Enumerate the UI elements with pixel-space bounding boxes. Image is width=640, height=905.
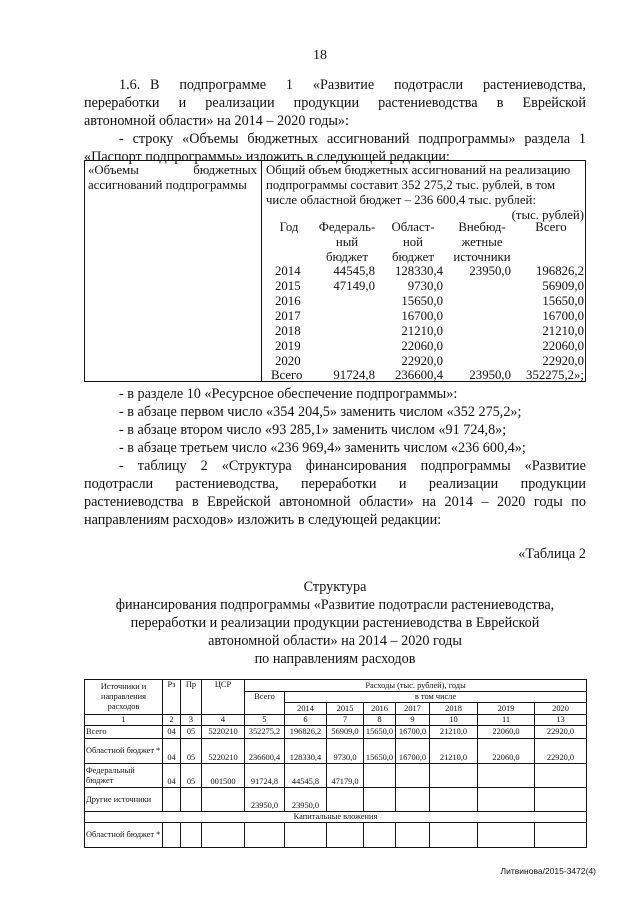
word: реализации bbox=[428, 476, 499, 492]
table-row-other bbox=[85, 788, 587, 812]
section-capital: Капитальные вложения bbox=[85, 812, 587, 823]
empty-cell bbox=[245, 823, 285, 848]
cell-csr: 5220210 bbox=[202, 726, 245, 739]
change-line-4: - в абзаце третьем число «236 969,4» заменить числом «236 600,4»; bbox=[119, 440, 526, 456]
cell-year-value bbox=[396, 764, 430, 788]
title-line-2: финансирования подпрограммы «Развитие подотрасли растениеводства, bbox=[115, 597, 555, 613]
col-number: 4 bbox=[202, 715, 245, 726]
header-regional-1: Област- bbox=[391, 220, 435, 234]
cell-offbudget: 23950,0 bbox=[469, 264, 511, 278]
cell-year-value: 22060,0 bbox=[478, 739, 535, 764]
cell-year-value bbox=[430, 788, 478, 812]
cell-year-value: 44545,8 bbox=[285, 764, 327, 788]
cell-year-value: 15650,0 bbox=[364, 739, 396, 764]
word: «Развитие bbox=[312, 77, 375, 93]
cell-regional: 21210,0 bbox=[401, 324, 443, 338]
cell-total: 16700,0 bbox=[542, 309, 584, 323]
cell-regional: 236600,4 bbox=[395, 368, 443, 382]
header-year: 2016 bbox=[364, 703, 396, 715]
change-line-7: растениеводства в Еврейской автономной области» на 2014 – 2020 годы по bbox=[84, 494, 586, 510]
header-federal-1: Федераль- bbox=[318, 220, 376, 234]
cell-csr: 001500 bbox=[202, 764, 245, 788]
word: переработки bbox=[300, 476, 377, 492]
row-name: Областной бюджет * bbox=[85, 739, 163, 764]
table-row-regional bbox=[85, 739, 587, 764]
cell-regional: 128330,4 bbox=[395, 264, 443, 278]
column-numbers-row bbox=[85, 715, 587, 726]
cell-csr: 5220210 bbox=[202, 739, 245, 764]
cell-rz bbox=[163, 788, 181, 812]
change-line-2: - в абзаце первом число «354 204,5» заменить числом «352 275,2»; bbox=[119, 404, 522, 420]
col-number: 2 bbox=[163, 715, 181, 726]
cell-total: 23950,0 bbox=[245, 788, 285, 812]
cell-total: 196826,2 bbox=[536, 264, 584, 278]
cell-year-value: 15650,0 bbox=[364, 726, 396, 739]
cell-year-value bbox=[396, 788, 430, 812]
word: растениеводства, bbox=[482, 77, 586, 93]
intro-label: 1.6. bbox=[119, 77, 141, 93]
cell-pr: 05 bbox=[181, 764, 202, 788]
cell-year-value: 21210,0 bbox=[430, 739, 478, 764]
right-text-1: Общий объем бюджетных ассигнований на реализацию bbox=[266, 163, 571, 177]
cell-total: 15650,0 bbox=[542, 294, 584, 308]
page-number: 18 bbox=[313, 48, 327, 63]
cell-year-value bbox=[327, 788, 364, 812]
cell-rz: 04 bbox=[163, 764, 181, 788]
empty-cell bbox=[430, 823, 478, 848]
title-line-4: автономной области» на 2014 – 2020 годы bbox=[208, 633, 462, 649]
empty-cell bbox=[327, 823, 364, 848]
cell-pr bbox=[181, 788, 202, 812]
cell-year-value: 9730,0 bbox=[327, 739, 364, 764]
title-line-5: по направлениям расходов bbox=[254, 651, 416, 667]
col-number: 8 bbox=[364, 715, 396, 726]
cell-year: 2014 bbox=[275, 264, 301, 278]
cell-federal: 91724,8 bbox=[333, 368, 375, 382]
word: - bbox=[119, 458, 124, 474]
structure-table bbox=[84, 679, 587, 848]
cell-regional: 9730,0 bbox=[407, 279, 443, 293]
word: финансирования bbox=[305, 458, 407, 474]
passport-table bbox=[84, 160, 586, 382]
row-name: Всего bbox=[85, 726, 163, 739]
cell-year-value: 128330,4 bbox=[285, 739, 327, 764]
change-line-3: - в абзаце втором число «93 285,1» заменить числом «91 724,8»; bbox=[119, 422, 507, 438]
empty-cell bbox=[202, 823, 245, 848]
units-label: (тыс. рублей) bbox=[511, 208, 584, 222]
word: и bbox=[398, 476, 407, 492]
cell-year: 2016 bbox=[275, 294, 301, 308]
cell-total: 22060,0 bbox=[542, 339, 584, 353]
col-number: 10 bbox=[430, 715, 478, 726]
header-year: 2014 bbox=[285, 703, 327, 715]
cell-year: 2018 bbox=[275, 324, 301, 338]
word: продукции bbox=[520, 476, 586, 492]
cell-year-value bbox=[478, 764, 535, 788]
col-number: 3 bbox=[181, 715, 202, 726]
header-year: 2018 bbox=[430, 703, 478, 715]
left-label-1b: бюджетных bbox=[193, 163, 257, 177]
cell-rz: 04 bbox=[163, 726, 181, 739]
header-expenses: Расходы (тыс. рублей), годы bbox=[245, 680, 587, 692]
cell-federal: 44545,8 bbox=[333, 264, 375, 278]
word: «Структура bbox=[221, 458, 292, 474]
cell-year-value bbox=[364, 764, 396, 788]
col-number: 5 bbox=[245, 715, 285, 726]
intro-line-5: «Паспорт подпрограммы» изложить в следующей редакции: bbox=[84, 149, 450, 165]
cell-regional: 15650,0 bbox=[401, 294, 443, 308]
header-federal-3: бюджет bbox=[326, 250, 368, 264]
cell-year-value: 47179,0 bbox=[327, 764, 364, 788]
word: «Развитие bbox=[524, 458, 586, 474]
cell-regional: 22920,0 bbox=[401, 354, 443, 368]
cell-year-value: 56909,0 bbox=[327, 726, 364, 739]
header-pr: Пр bbox=[181, 680, 202, 715]
change-line-5 bbox=[119, 457, 586, 475]
word: подпрограммы bbox=[420, 458, 511, 474]
cell-total: 352275,2»; bbox=[526, 368, 584, 382]
cell-year-value bbox=[478, 788, 535, 812]
header-rz: Рз bbox=[163, 680, 181, 715]
cell-year: 2017 bbox=[275, 309, 301, 323]
empty-cell bbox=[364, 823, 396, 848]
right-text-3: числе областной бюджет – 236 600,4 тыс. рублей: bbox=[266, 193, 536, 207]
header-regional-2: ной bbox=[402, 235, 424, 249]
col-number: 6 bbox=[285, 715, 327, 726]
cell-regional: 16700,0 bbox=[401, 309, 443, 323]
row-name: Другие источники bbox=[85, 788, 163, 812]
intro-line-3: автономной области» на 2014 – 2020 годы»: bbox=[84, 113, 349, 129]
cell-year: 2020 bbox=[275, 354, 301, 368]
table-row-federal bbox=[85, 764, 587, 788]
cell-year: Всего bbox=[271, 368, 303, 382]
change-line-6 bbox=[84, 475, 586, 493]
title-line-3: переработки и реализации продукции растениеводства в Еврейской bbox=[130, 615, 540, 631]
cell-year-value: 21210,0 bbox=[430, 726, 478, 739]
cell-year-value: 196826,2 bbox=[285, 726, 327, 739]
change-line-1: - в разделе 10 «Ресурсное обеспечение подпрограммы»: bbox=[119, 386, 458, 402]
passport-divider bbox=[261, 161, 262, 381]
cell-csr bbox=[202, 788, 245, 812]
row-name: Федеральный бюджет bbox=[85, 764, 163, 788]
cell-pr: 05 bbox=[181, 739, 202, 764]
intro-line-2: переработки и реализации продукции растениеводства в Еврейской bbox=[84, 95, 586, 111]
cell-rz: 04 bbox=[163, 739, 181, 764]
header-federal-2: ный bbox=[335, 235, 359, 249]
footer-reference: Литвинова/2015-3472(4) bbox=[500, 866, 596, 876]
table-row-regional-capital bbox=[85, 823, 587, 848]
row-name: Областной бюджет * bbox=[85, 823, 163, 848]
empty-cell bbox=[163, 823, 181, 848]
header-year: 2020 bbox=[535, 703, 587, 715]
cell-offbudget: 23950,0 bbox=[469, 368, 511, 382]
header-csr: ЦСР bbox=[202, 680, 245, 715]
table-row-capital bbox=[85, 812, 587, 823]
cell-total: 21210,0 bbox=[542, 324, 584, 338]
table-row-total bbox=[85, 726, 587, 739]
cell-year-value: 22060,0 bbox=[478, 726, 535, 739]
empty-cell bbox=[181, 823, 202, 848]
header-regional-3: бюджет bbox=[392, 250, 434, 264]
word: растениеводства, bbox=[175, 476, 279, 492]
cell-year-value bbox=[430, 764, 478, 788]
cell-year: 2015 bbox=[275, 279, 301, 293]
word: таблицу bbox=[137, 458, 187, 474]
header-year: 2017 bbox=[396, 703, 430, 715]
header-year: Год bbox=[279, 220, 299, 234]
left-label-1a: «Объемы bbox=[88, 163, 139, 177]
word: подотрасли bbox=[393, 77, 464, 93]
header-total: Всего bbox=[535, 220, 567, 234]
word: подотрасли bbox=[84, 476, 154, 492]
empty-cell bbox=[535, 823, 587, 848]
cell-year-value bbox=[535, 788, 587, 812]
header-offbudget-1: Внебюд- bbox=[458, 220, 506, 234]
cell-year-value: 16700,0 bbox=[396, 739, 430, 764]
right-text-2: подпрограммы составит 352 275,2 тыс. рублей, в том bbox=[266, 178, 556, 192]
cell-year-value: 22920,0 bbox=[535, 726, 587, 739]
col-number: 1 bbox=[85, 715, 163, 726]
cell-year-value: 22920,0 bbox=[535, 739, 587, 764]
header-total: Всего bbox=[245, 692, 285, 715]
cell-pr: 05 bbox=[181, 726, 202, 739]
cell-total: 236600,4 bbox=[245, 739, 285, 764]
col-number: 13 bbox=[535, 715, 587, 726]
word: 2 bbox=[200, 458, 208, 474]
change-line-8: направлениям расходов» изложить в следующей редакции: bbox=[84, 512, 442, 528]
intro-line-4: - строку «Объемы бюджетных ассигнований подпрограммы» раздела 1 bbox=[119, 131, 586, 147]
empty-cell bbox=[396, 823, 430, 848]
cell-total: 22920,0 bbox=[542, 354, 584, 368]
header-offbudget-2: жетные bbox=[461, 235, 503, 249]
cell-year-value bbox=[535, 764, 587, 788]
table-label: «Таблица 2 bbox=[518, 546, 586, 562]
cell-year-value: 16700,0 bbox=[396, 726, 430, 739]
cell-year-value bbox=[364, 788, 396, 812]
header-incl: в том числе bbox=[285, 692, 587, 703]
word: 1 bbox=[285, 77, 293, 93]
cell-regional: 22060,0 bbox=[401, 339, 443, 353]
cell-total: 56909,0 bbox=[542, 279, 584, 293]
header-year: 2015 bbox=[327, 703, 364, 715]
cell-total: 352275,2 bbox=[245, 726, 285, 739]
cell-federal: 47149,0 bbox=[333, 279, 375, 293]
header-sources: Источники и направления расходов bbox=[85, 680, 163, 715]
cell-total: 91724,8 bbox=[245, 764, 285, 788]
cell-year-value: 23950,0 bbox=[285, 788, 327, 812]
intro-line-1 bbox=[150, 76, 586, 94]
left-label-2: ассигнований подпрограммы bbox=[88, 178, 247, 192]
word: В bbox=[150, 77, 160, 93]
col-number: 9 bbox=[396, 715, 430, 726]
title-line-1: Структура bbox=[303, 579, 367, 595]
empty-cell bbox=[285, 823, 327, 848]
header-year: 2019 bbox=[478, 703, 535, 715]
col-number: 11 bbox=[478, 715, 535, 726]
word: подпрограмме bbox=[179, 77, 267, 93]
empty-cell bbox=[478, 823, 535, 848]
header-offbudget-3: источники bbox=[453, 250, 511, 264]
cell-year: 2019 bbox=[275, 339, 301, 353]
col-number: 7 bbox=[327, 715, 364, 726]
